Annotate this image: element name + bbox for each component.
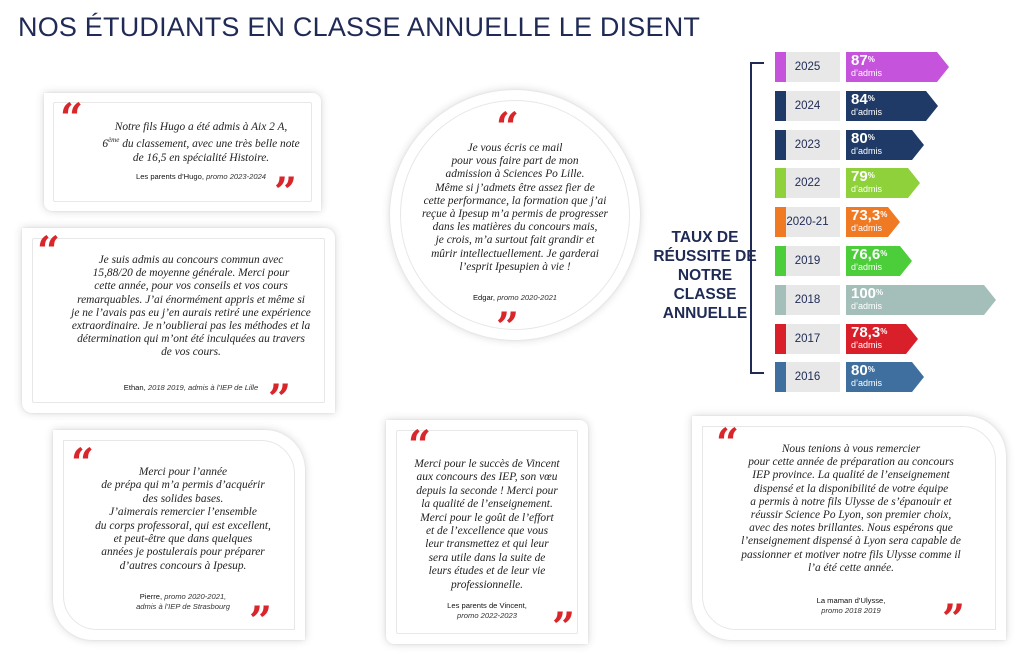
- rate-value: 84%: [851, 90, 875, 108]
- year-label: 2022: [775, 168, 840, 198]
- rate-sub-label: d’admis: [851, 339, 883, 350]
- open-quote-icon: “: [496, 104, 520, 151]
- year-color-swatch: [775, 130, 786, 160]
- year-color-swatch: [775, 324, 786, 354]
- rate-sub-label: d’admis: [851, 68, 883, 78]
- close-quote-icon: ”: [552, 604, 576, 651]
- open-quote-icon: “: [60, 95, 84, 142]
- testimonial-text: Nous tenions à vous remercier pour cette année de préparation au concours IEP province. La qualité de l’enseignement dispensé et la disponibilité de votre équipe a permis à notre fils Ulysse de s’épanouir et réussir Science Po Lyon, son premier choix, avec des notes brillantes. Nous espérons que l’enseignement dispensé à Lyon sera capable de passionner et motiver notre fils Ulysse comme il l’a été cette année.: [741, 443, 961, 574]
- close-quote-icon: ”: [249, 598, 273, 645]
- open-quote-icon: “: [71, 440, 95, 487]
- open-quote-icon: “: [37, 228, 61, 275]
- close-quote-icon: ”: [274, 169, 298, 216]
- rates-bracket: [750, 62, 764, 374]
- year-label: 2023: [775, 130, 840, 160]
- testimonial-signature: Edgar, promo 2020-2021: [472, 293, 558, 302]
- year-color-swatch: [775, 246, 786, 276]
- year-color-swatch: [775, 168, 786, 198]
- rate-sub-label: d’admis: [851, 184, 883, 195]
- testimonial-text: Je vous écris ce mail pour vous faire part de mon admission à Sciences Po Lille. Même si j’admets être assez fier de cette performance, la formation que j’ai reçue à Ipesup m’a permis de progresser dans les matières du concours mais, je crois, m’a surtout fait grandir et mûrir intellectuellement. Je garderai l’esprit Ipesupien à vie !: [421, 142, 608, 273]
- rate-sub-label: d’admis: [851, 262, 883, 272]
- close-quote-icon: ”: [268, 376, 292, 423]
- year-color-swatch: [775, 207, 786, 237]
- year-color-swatch: [775, 362, 786, 392]
- rate-value: 100%: [851, 284, 884, 302]
- year-label: 2016: [775, 362, 840, 392]
- testimonial-line: 6ème du classement, avec une très belle note: [102, 136, 300, 151]
- rate-sub-label: d’admis: [851, 145, 883, 156]
- testimonial-card: [386, 420, 588, 651]
- testimonial-card: [53, 430, 305, 645]
- year-label: 2019: [775, 246, 840, 276]
- year-color-swatch: [775, 91, 786, 121]
- year-label: 2018: [775, 285, 840, 315]
- rate-sub-label: d’admis: [851, 106, 883, 117]
- close-quote-icon: ”: [942, 596, 966, 643]
- success-rate-title: TAUX DE RÉUSSITE DE NOTRE CLASSE ANNUELLE: [653, 229, 757, 322]
- year-label: 2024: [775, 91, 840, 121]
- year-color-swatch: [775, 285, 786, 315]
- rate-value: 79%: [851, 168, 875, 186]
- year-label: 2017: [775, 324, 840, 354]
- rate-sub-label: d’admis: [851, 378, 883, 389]
- rate-value: 87%: [851, 52, 875, 69]
- year-label: 2020-21: [775, 207, 840, 237]
- rate-sub-label: d’admis: [851, 300, 883, 311]
- testimonial-signature: Ethan, 2018 2019, admis à l’IEP de Lille: [123, 383, 259, 392]
- year-color-swatch: [775, 52, 786, 82]
- rate-value: 76,6%: [851, 246, 888, 263]
- rate-value: 80%: [851, 362, 875, 380]
- testimonial-card: [692, 416, 1006, 643]
- testimonial-text: Merci pour le succès de Vincent aux concours des IEP, son vœu depuis la seconde ! Merci pour la qualité de l’enseignement. Merci pour le goût de l’effort et de l’excellence que vous leur transmettez et qui leur sera utile dans la suite de leurs études et de leur vie professionnelle.: [414, 458, 560, 591]
- testimonial-signature: Les parents d’Hugo, promo 2023-2024: [135, 172, 267, 181]
- year-label: 2025: [775, 52, 840, 82]
- testimonial-card: [22, 228, 335, 423]
- testimonial-signature: La maman d’Ulysse, promo 2018 2019: [816, 596, 886, 615]
- close-quote-icon: ”: [496, 304, 520, 351]
- testimonial-card: [390, 90, 640, 351]
- rate-value: 73,3%: [851, 207, 888, 225]
- testimonial-text: Merci pour l’année de prépa qui m’a permis d’acquérir des solides bases. J’aimerais remercier l’ensemble du corps professoral, qui est excellent, et peut-être que dans quelques années je postulerais pour préparer d’autres concours à Ipesup.: [95, 466, 271, 572]
- page-title: NOS ÉTUDIANTS EN CLASSE ANNUELLE LE DISENT: [18, 12, 701, 42]
- rate-value: 78,3%: [851, 323, 888, 341]
- open-quote-icon: “: [716, 420, 740, 467]
- testimonial-signature: Les parents de Vincent, promo 2022-2023: [447, 601, 527, 620]
- rate-value: 80%: [851, 129, 875, 147]
- testimonial-text: Je suis admis au concours commun avec 15,88/20 de moyenne générale. Merci pour cette année, pour vos conseils et vos cours remarquables. J’ai énormément appris et même si je ne l’avais pas eu j’en aurais retiré une expérience extraordinaire. Je n’oublierai pas les méthodes et la détermination qui m’ont été inculquées au travers de vos cours.: [71, 254, 311, 359]
- open-quote-icon: “: [408, 422, 432, 469]
- testimonial-text: Notre fils Hugo a été admis à Aix 2 A, 6ème du classement, avec une très belle note de 16,5 en spécialité Histoire.: [90, 121, 312, 165]
- testimonial-signature: Pierre, promo 2020-2021, admis à l’IEP de Strasbourg: [136, 592, 230, 611]
- rate-sub-label: d’admis: [851, 223, 883, 234]
- testimonial-card: [44, 93, 321, 216]
